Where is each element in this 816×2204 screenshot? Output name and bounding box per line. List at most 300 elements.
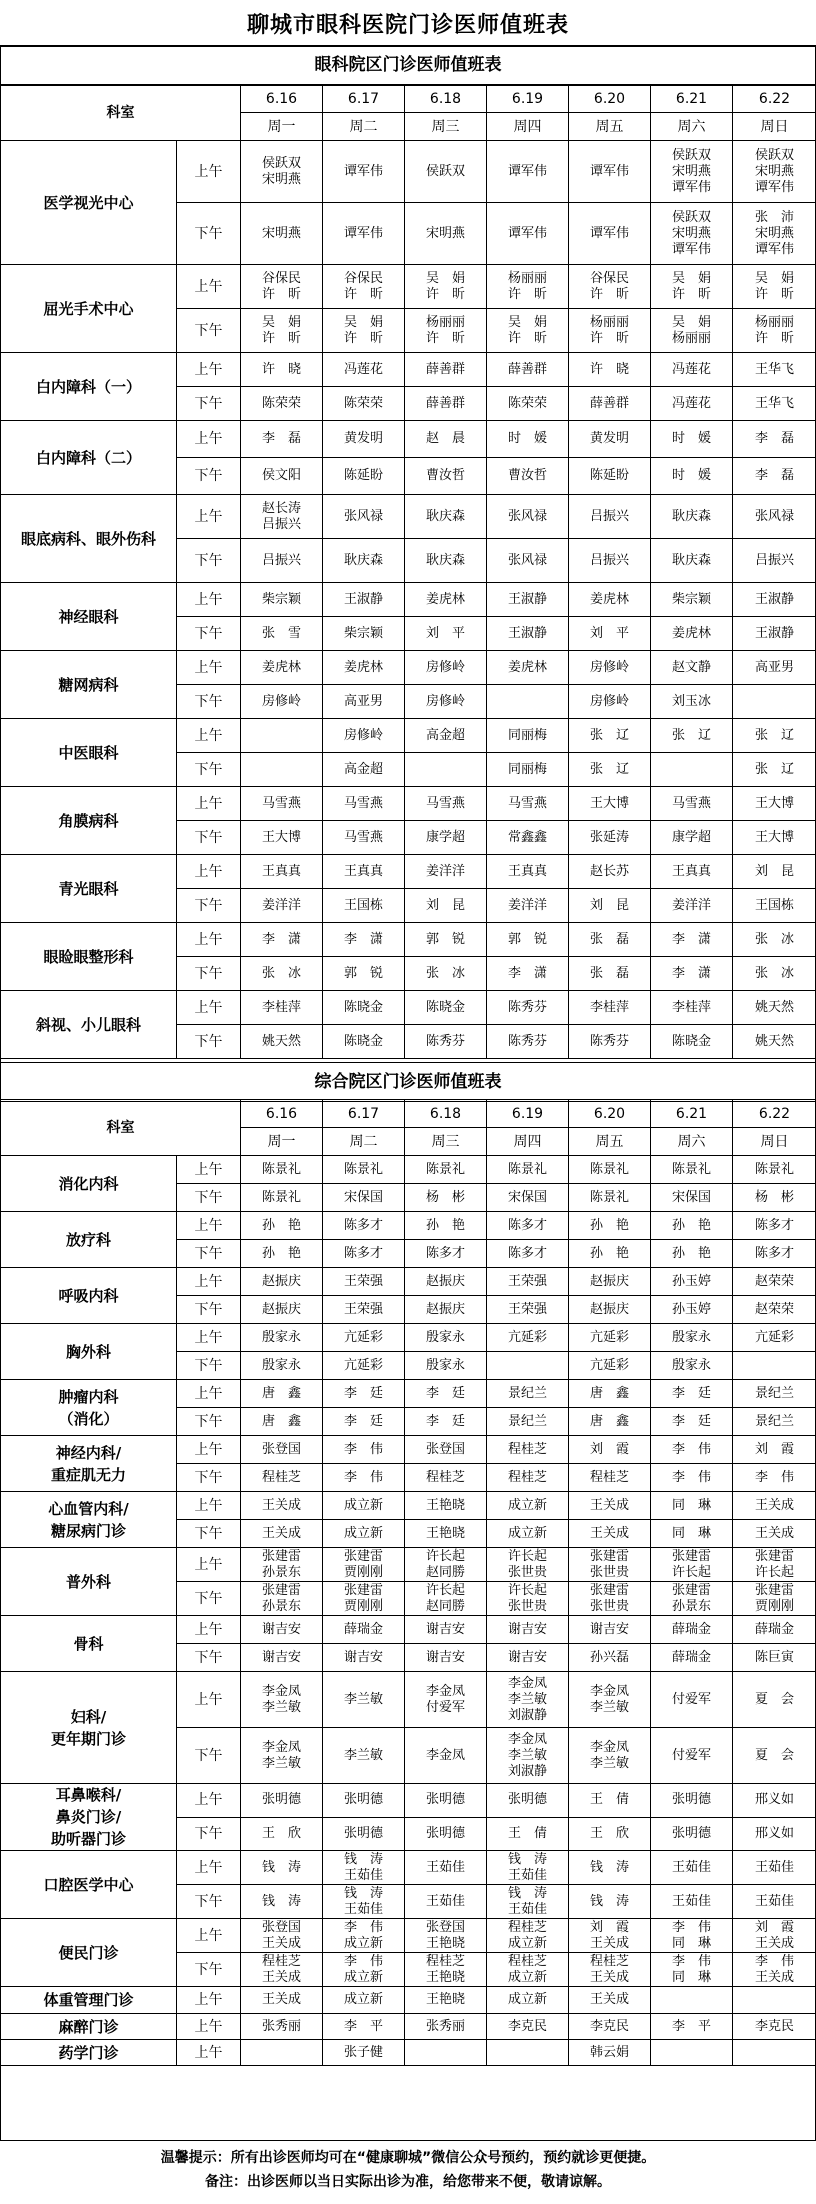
doctor-cell: 耿庆森 [651,495,733,539]
name-line: 张建雷 [671,1548,711,1564]
session-label: 下午 [177,1644,241,1672]
name-line: 许 昕 [343,330,383,346]
name-line: 谭军伟 [671,241,711,257]
doctor-cell: 李克民 [487,2014,569,2040]
doctor-cell: 唐 鑫 [569,1380,651,1408]
doctor-cell: 付爱军 [651,1672,733,1728]
name-line: 宋明燕 [754,225,794,241]
name-line: 杨丽丽 [425,314,465,330]
table-row [1,353,816,387]
session-label: 上午 [177,1987,241,2014]
doctor-cell [651,265,733,309]
doctor-cell: 马雪燕 [651,787,733,821]
table-row [1,583,816,617]
name-line: 成立新 [507,1969,547,1985]
doctor-cell: 李克民 [733,2014,816,2040]
doctor-cell: 陈荣荣 [487,387,569,421]
dept-name: 药学门诊 [1,2040,177,2066]
dept-name: 角膜病科 [1,787,177,855]
header-row-dates [1,85,816,113]
doctor-cell [241,309,323,353]
doctor-cell: 薛瑞金 [651,1644,733,1672]
dept-name: 呼吸内科 [1,1268,177,1324]
doctor-cell: 吕振兴 [569,495,651,539]
doctor-cell: 姜洋洋 [241,889,323,923]
name-line: 张登国 [261,1919,301,1935]
session-label: 上午 [177,1380,241,1408]
name-line: 侯跃双 [671,147,711,163]
doctor-cell: 姜洋洋 [651,889,733,923]
doctor-cell: 冯莲花 [323,353,405,387]
doctor-cell: 钱 涛 [569,1885,651,1919]
doctor-cell: 陈延盼 [569,458,651,495]
doctor-cell [241,265,323,309]
name-line: 成立新 [343,1935,383,1951]
session-label: 下午 [177,685,241,719]
doctor-cell: 耿庆森 [405,495,487,539]
session-label: 下午 [177,1885,241,1919]
session-label: 上午 [177,1548,241,1582]
doctor-cell [733,1919,816,1953]
doctor-cell: 张明德 [487,1784,569,1818]
doctor-cell: 郭 锐 [487,923,569,957]
doctor-cell [405,1672,487,1728]
session-label: 上午 [177,719,241,753]
doctor-cell: 张 冰 [733,957,816,991]
weekday-cell: 周六 [651,1128,733,1156]
table-row [1,991,816,1025]
doctor-cell: 姜虎林 [569,583,651,617]
doctor-cell: 房修岭 [569,685,651,719]
name-line: 王茹佳 [343,1867,383,1883]
doctor-cell: 薛善群 [487,353,569,387]
doctor-cell: 薛善群 [405,353,487,387]
doctor-cell: 陈晓金 [405,991,487,1025]
doctor-cell: 张 冰 [405,957,487,991]
doctor-cell: 赵 晨 [405,421,487,458]
doctor-cell: 张明德 [651,1784,733,1818]
session-label: 下午 [177,617,241,651]
doctor-cell: 谭军伟 [569,141,651,203]
doctor-cell [241,1953,323,1987]
doctor-cell: 薛善群 [405,387,487,421]
doctor-cell: 马雪燕 [241,787,323,821]
doctor-cell: 杨 彬 [405,1184,487,1212]
doctor-cell: 程桂芝 [487,1436,569,1464]
dept-name: 消化内科 [1,1156,177,1212]
name-line: 付爱军 [425,1699,465,1715]
table-row [1,141,816,203]
doctor-cell: 孙 艳 [569,1240,651,1268]
table-row [1,495,816,539]
name-line: 吕振兴 [261,516,301,532]
doctor-cell: 王茹佳 [651,1885,733,1919]
doctor-cell: 房修岭 [405,651,487,685]
doctor-cell: 程桂芝 [569,1464,651,1492]
doctor-cell [241,141,323,203]
doctor-cell: 陈多才 [323,1240,405,1268]
name-line: 杨丽丽 [671,330,711,346]
table-row [1,1919,816,1953]
session-label: 上午 [177,495,241,539]
name-line: 李金凤 [589,1683,629,1699]
session-label: 上午 [177,265,241,309]
doctor-cell: 陈多才 [323,1212,405,1240]
doctor-cell: 张 雪 [241,617,323,651]
doctor-cell: 王荣强 [487,1296,569,1324]
doctor-cell [241,1582,323,1616]
name-line: 宋明燕 [261,171,301,187]
doctor-cell: 陈晓金 [323,1025,405,1059]
weekday-cell: 周五 [569,1128,651,1156]
doctor-cell: 景纪兰 [733,1408,816,1436]
doctor-cell: 王华飞 [733,353,816,387]
doctor-cell [733,1582,816,1616]
doctor-cell: 柴宗颖 [323,617,405,651]
doctor-cell: 王淑静 [487,617,569,651]
doctor-cell: 薛善群 [569,387,651,421]
table-row [1,1156,816,1184]
dept-name: 体重管理门诊 [1,1987,177,2014]
session-label: 下午 [177,1464,241,1492]
doctor-cell: 孙玉婷 [651,1296,733,1324]
dept-name: 口腔医学中心 [1,1851,177,1919]
name-line: 王艳晓 [425,1969,465,1985]
doctor-cell: 王茹佳 [733,1885,816,1919]
name-line: 刘淑静 [507,1763,547,1779]
name-line: 李 伟 [671,1919,711,1935]
doctor-cell: 陈延盼 [323,458,405,495]
name-line: 张世贵 [589,1564,629,1580]
doctor-cell [651,203,733,265]
doctor-cell: 夏 会 [733,1672,816,1728]
doctor-cell [487,1919,569,1953]
table-row [1,1492,816,1520]
doctor-cell: 李兰敏 [323,1672,405,1728]
doctor-cell: 曹汝哲 [487,458,569,495]
table-row [1,1987,816,2014]
name-line: 王关成 [754,1935,794,1951]
table-row [1,1616,816,1644]
doctor-cell: 孙 艳 [241,1240,323,1268]
doctor-cell: 刘 平 [569,617,651,651]
name-line: 重症肌无力 [50,1465,126,1484]
name-line: 张 沛 [754,209,794,225]
doctor-cell: 赵振庆 [569,1268,651,1296]
doctor-cell: 谢吉安 [405,1644,487,1672]
doctor-cell: 王关成 [733,1492,816,1520]
doctor-cell: 殷家永 [651,1352,733,1380]
doctor-cell: 王艳晓 [405,1492,487,1520]
doctor-cell: 李 磊 [733,458,816,495]
name-line: 刘 霞 [754,1919,794,1935]
doctor-cell [569,1548,651,1582]
doctor-cell [733,1953,816,1987]
doctor-cell: 房修岭 [405,685,487,719]
name-line: 王茹佳 [507,1867,547,1883]
doctor-cell: 陈荣荣 [323,387,405,421]
doctor-cell: 王茹佳 [733,1851,816,1885]
doctor-cell: 唐 鑫 [569,1408,651,1436]
name-line: 许长起 [507,1548,547,1564]
doctor-cell [651,2040,733,2066]
doctor-cell [323,1548,405,1582]
doctor-cell: 张明德 [405,1817,487,1851]
header-row-dates [1,1100,816,1128]
schedule-table-eye [0,84,816,1059]
name-line: 李 伟 [754,1953,794,1969]
name-line: 杨丽丽 [754,314,794,330]
doctor-cell: 陈景礼 [569,1184,651,1212]
doctor-cell: 陈晓金 [323,991,405,1025]
weekday-cell: 周日 [733,113,816,141]
date-cell: 6.19 [487,1100,569,1128]
doctor-cell [569,1919,651,1953]
session-label: 上午 [177,421,241,458]
doctor-cell: 王荣强 [487,1268,569,1296]
session-label: 上午 [177,1672,241,1728]
doctor-cell: 李 平 [651,2014,733,2040]
dept-name: 放疗科 [1,1212,177,1268]
doctor-cell: 王大博 [733,821,816,855]
doctor-cell: 张 辽 [569,719,651,753]
doctor-cell: 邢义如 [733,1784,816,1818]
doctor-cell: 同丽梅 [487,753,569,787]
doctor-cell: 同 琳 [651,1520,733,1548]
dept-name: 斜视、小儿眼科 [1,991,177,1059]
session-label: 上午 [177,353,241,387]
name-line: 王茹佳 [343,1901,383,1917]
dept-name: 医学视光中心 [1,141,177,265]
name-line: 张建雷 [589,1548,629,1564]
page-title: 聊城市眼科医院门诊医师值班表 [246,13,569,38]
doctor-cell: 殷家永 [241,1324,323,1352]
table-row [1,2014,816,2040]
doctor-cell: 李 廷 [651,1408,733,1436]
doctor-cell: 殷家永 [405,1352,487,1380]
doctor-cell: 姜洋洋 [405,855,487,889]
name-line: 鼻炎门诊/ [55,1808,122,1826]
doctor-cell: 王淑静 [733,583,816,617]
name-line: 更年期门诊 [50,1729,126,1748]
doctor-cell: 成立新 [487,1987,569,2014]
doctor-cell: 耿庆森 [651,539,733,583]
session-label: 上午 [177,1919,241,1953]
doctor-cell: 李 伟 [733,1464,816,1492]
session-label: 下午 [177,1408,241,1436]
doctor-cell [241,1672,323,1728]
session-label: 上午 [177,1268,241,1296]
footer-notice: 温馨提示：所有出诊医师均可在“健康聊城”微信公众号预约，预约就诊更便捷。 [160,2150,656,2166]
doctor-cell: 姚天然 [241,1025,323,1059]
doctor-cell: 姜虎林 [651,617,733,651]
doctor-cell [733,141,816,203]
date-cell: 6.22 [733,85,816,113]
doctor-cell: 康学超 [405,821,487,855]
doctor-cell: 张 冰 [241,957,323,991]
doctor-cell: 吕振兴 [733,539,816,583]
table-row [1,1324,816,1352]
doctor-cell: 李 伟 [651,1436,733,1464]
session-label: 上午 [177,1784,241,1818]
doctor-cell: 陈秀芬 [487,1025,569,1059]
doctor-cell [323,1919,405,1953]
name-line: 张建雷 [343,1548,383,1564]
doctor-cell: 薛瑞金 [323,1616,405,1644]
doctor-cell: 谢吉安 [569,1616,651,1644]
session-label: 下午 [177,1953,241,1987]
doctor-cell: 康学超 [651,821,733,855]
doctor-cell: 景纪兰 [733,1380,816,1408]
name-line: 程桂芝 [261,1953,301,1969]
name-line: 李金凤 [507,1675,547,1691]
doctor-cell: 王大博 [241,821,323,855]
weekday-cell: 周四 [487,1128,569,1156]
doctor-cell: 李兰敏 [323,1728,405,1784]
doctor-cell: 赵振庆 [569,1296,651,1324]
doctor-cell [323,265,405,309]
doctor-cell: 张子健 [323,2040,405,2066]
name-line: 谷保民 [261,270,301,286]
doctor-cell: 曹汝哲 [405,458,487,495]
dept-name: 神经眼科 [1,583,177,651]
doctor-cell [487,1352,569,1380]
session-label: 上午 [177,1324,241,1352]
session-label: 上午 [177,855,241,889]
doctor-cell: 李金凤 [405,1728,487,1784]
date-cell: 6.21 [651,85,733,113]
name-line: 妇科/ [70,1707,107,1726]
doctor-cell: 张风禄 [733,495,816,539]
weekday-cell: 周日 [733,1128,816,1156]
doctor-cell: 马雪燕 [405,787,487,821]
dept-name: 屈光手术中心 [1,265,177,353]
doctor-cell: 殷家永 [241,1352,323,1380]
table-row [1,1851,816,1885]
doctor-cell [241,1919,323,1953]
doctor-cell: 王关成 [241,1492,323,1520]
doctor-cell: 成立新 [323,1492,405,1520]
doctor-cell: 王真真 [241,855,323,889]
doctor-cell [569,309,651,353]
doctor-cell: 赵振庆 [241,1296,323,1324]
name-line: 吴 娟 [343,314,383,330]
doctor-cell: 张明德 [323,1784,405,1818]
doctor-cell: 时 媛 [651,421,733,458]
doctor-cell: 宋保国 [487,1184,569,1212]
name-line: 程桂芝 [507,1919,547,1935]
doctor-cell: 王大博 [569,787,651,821]
name-line: 李兰敏 [261,1755,301,1771]
doctor-cell [487,1548,569,1582]
dept-name: 便民门诊 [1,1919,177,1987]
doctor-cell [487,1851,569,1885]
doctor-cell: 谢吉安 [241,1616,323,1644]
session-label: 上午 [177,1436,241,1464]
session-label: 上午 [177,1212,241,1240]
name-line: 李金凤 [589,1739,629,1755]
name-line: 耳鼻喉科/ [55,1786,122,1804]
name-line: 张建雷 [261,1548,301,1564]
doctor-cell [323,1885,405,1919]
name-line: 李 伟 [671,1953,711,1969]
name-line: 许 昕 [754,330,794,346]
doctor-cell: 姜虎林 [405,583,487,617]
doctor-cell [733,2040,816,2066]
name-line: 贾刚刚 [343,1598,383,1614]
doctor-cell: 王关成 [241,1520,323,1548]
doctor-cell [733,309,816,353]
doctor-cell: 王国栋 [733,889,816,923]
name-line: 张登国 [425,1919,465,1935]
doctor-cell: 刘 平 [405,617,487,651]
section-title-general: 综合院区门诊医师值班表 [0,1062,816,1102]
doctor-cell [323,309,405,353]
doctor-cell: 马雪燕 [323,787,405,821]
doctor-cell: 李 磊 [241,421,323,458]
doctor-cell: 王淑静 [487,583,569,617]
weekday-cell: 周四 [487,113,569,141]
doctor-cell: 谢吉安 [487,1616,569,1644]
doctor-cell: 赵振庆 [405,1268,487,1296]
doctor-cell: 李 潇 [487,957,569,991]
doctor-cell [405,1548,487,1582]
date-cell: 6.18 [405,85,487,113]
table-row [1,1548,816,1582]
doctor-cell [405,1953,487,1987]
doctor-cell: 成立新 [323,1987,405,2014]
doctor-cell [241,719,323,753]
doctor-cell: 王真真 [487,855,569,889]
name-line: 王茹佳 [507,1901,547,1917]
session-label: 上午 [177,991,241,1025]
doctor-cell: 张明德 [323,1817,405,1851]
doctor-cell [651,1548,733,1582]
doctor-cell: 成立新 [487,1520,569,1548]
doctor-cell: 张秀丽 [241,2014,323,2040]
doctor-cell: 陈多才 [733,1240,816,1268]
name-line: 张建雷 [671,1582,711,1598]
dept-name [1,1436,177,1492]
session-label: 上午 [177,141,241,203]
name-line: 谭军伟 [671,179,711,195]
table-row [1,1784,816,1818]
table-row [1,787,816,821]
doctor-cell: 宋明燕 [405,203,487,265]
doctor-cell: 张 辽 [651,719,733,753]
doctor-cell: 郭 锐 [405,923,487,957]
session-label: 下午 [177,1817,241,1851]
doctor-cell: 李 廷 [323,1380,405,1408]
doctor-cell [569,1953,651,1987]
doctor-cell: 陈景礼 [651,1156,733,1184]
doctor-cell: 王华飞 [733,387,816,421]
name-line: 赵长涛 [261,500,301,516]
dept-name: 眼底病科、眼外伤科 [1,495,177,583]
doctor-cell: 赵文静 [651,651,733,685]
doctor-cell [487,1728,569,1784]
doctor-cell [405,309,487,353]
table-row [1,1380,816,1408]
doctor-cell: 唐 鑫 [241,1380,323,1408]
table-row [1,265,816,309]
session-label: 下午 [177,1352,241,1380]
name-line: 张建雷 [754,1548,794,1564]
date-cell: 6.16 [241,1100,323,1128]
doctor-cell [323,1851,405,1885]
doctor-cell [651,753,733,787]
name-line: 刘 霞 [589,1919,629,1935]
